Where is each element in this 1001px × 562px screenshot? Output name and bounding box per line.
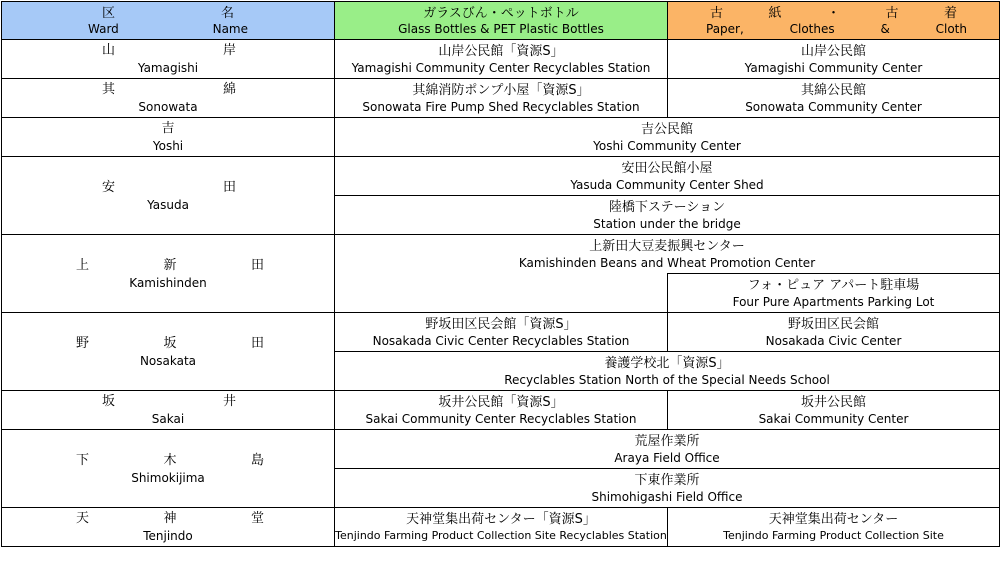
shared-site-cell: 安田公民館小屋 Yasuda Community Center Shed [335,157,1000,196]
glass-site-cell: 坂井公民館「資源S」 Sakai Community Center Recyclables Station [335,391,668,430]
table-row [2,391,1000,430]
table-row [2,235,1000,274]
ward-cell: 其 綿 Sonowata [2,79,335,118]
table-row [2,313,1000,352]
table-row [2,79,1000,118]
paper-site-cell: 山岸公民館 Yamagishi Community Center [668,40,1000,79]
glass-site-cell: 山岸公民館「資源S」 Yamagishi Community Center Recyclables Station [335,40,668,79]
ward-cell: 安 田 Yasuda [2,157,335,235]
ward-cell: 山 岸 Yamagishi [2,40,335,79]
table-row [2,508,1000,547]
paper-site-cell: 坂井公民館 Sakai Community Center [668,391,1000,430]
header-paper-en-1: Paper, [706,21,744,36]
shared-site-cell: 荒屋作業所 Araya Field Office [335,430,1000,469]
header-paper-en-3: & [880,21,890,36]
header-ward-name [2,2,335,40]
shared-site-cell: 上新田大豆麦振興センター Kamishinden Beans and Wheat Promotion Center [335,235,1000,274]
table-row [2,118,1000,157]
ward-cell: 上 新 田 Kamishinden [2,235,335,313]
ward-cell: 吉 Yoshi [2,118,335,157]
header-paper-jp-3: ・ [826,5,840,21]
paper-site-cell: 野坂田区民会館 Nosakada Civic Center [668,313,1000,352]
paper-site-cell: 天神堂集出荷センター Tenjindo Farming Product Collection Site [668,508,1000,547]
table-row [2,430,1000,469]
header-paper-clothes [668,2,1000,40]
collection-sites-table [1,1,1000,547]
header-paper-jp-2: 紙 [768,5,782,21]
glass-site-cell: 野坂田区民会館「資源S」 Nosakada Civic Center Recyclables Station [335,313,668,352]
ward-cell: 野 坂 田 Nosakata [2,313,335,391]
header-paper-jp-1: 古 [710,5,724,21]
paper-site-cell: 其綿公民館 Sonowata Community Center [668,79,1000,118]
glass-site-cell: 天神堂集出荷センター「資源S」 Tenjindo Farming Product Collection Site Recyclables Station [335,508,668,547]
table-row [2,157,1000,196]
header-ward-jp-2: 名 [220,5,234,21]
header-glass-en: Glass Bottles & PET Plastic Bottles [398,21,604,36]
shared-site-cell: 下東作業所 Shimohigashi Field Office [335,469,1000,508]
shared-site-cell: 陸橋下ステーション Station under the bridge [335,196,1000,235]
ward-cell: 坂 井 Sakai [2,391,335,430]
header-row [2,2,1000,40]
header-glass-jp: ガラスびん・ペットボトル [423,5,579,21]
shared-site-cell: 養護学校北「資源S」 Recyclables Station North of the Special Needs School [335,352,1000,391]
ward-cell: 下 木 島 Shimokijima [2,430,335,508]
header-paper-jp-5: 着 [943,5,957,21]
glass-empty-cell [335,274,668,313]
header-ward-jp-1: 区 [102,5,116,21]
shared-site-cell: 吉公民館 Yoshi Community Center [335,118,1000,157]
header-ward-en-1: Ward [88,21,119,36]
header-glass-bottles [335,2,668,40]
ward-cell: 天 神 堂 Tenjindo [2,508,335,547]
glass-site-cell: 其綿消防ポンプ小屋「資源S」 Sonowata Fire Pump Shed Recyclables Station [335,79,668,118]
table-row [2,40,1000,79]
header-paper-en-2: Clothes [789,21,835,36]
header-ward-en-2: Name [212,21,248,36]
paper-site-cell: フォ・ピュア アパート駐車場 Four Pure Apartments Parking Lot [668,274,1000,313]
header-paper-jp-4: 古 [885,5,899,21]
header-paper-en-4: Cloth [935,21,967,36]
